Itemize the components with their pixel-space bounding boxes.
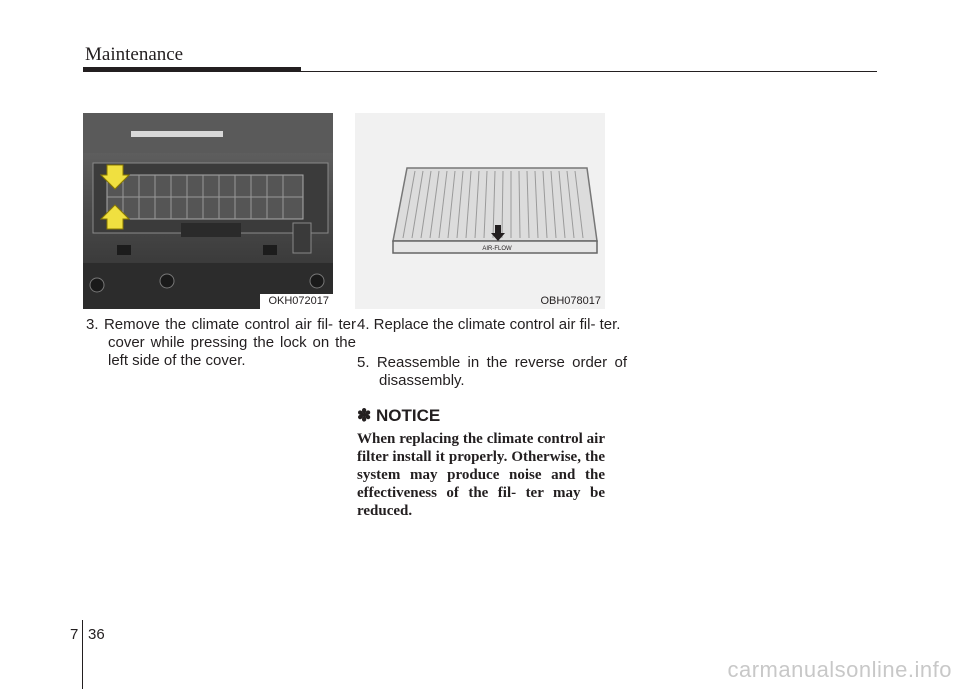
figure-air-filter [355,113,605,309]
page-number: 36 [88,626,105,643]
step-5-text: 5. Reassemble in the reverse order of disassembly. [357,354,627,389]
notice-title: NOTICE [375,406,441,425]
step-4-text: 4. Replace the climate control air fil- ter. [357,316,621,333]
footer-rule [82,620,83,689]
air-filter-illustration [355,113,605,309]
notice-heading [357,406,440,426]
section-title: Maintenance [85,44,184,65]
step-3-text: 3. Remove the climate control air fil- ter cover while pressing the lock on the left side of the cover. [86,316,356,369]
notice-symbol-icon: ✽ [357,406,372,425]
chapter-number: 7 [70,626,79,643]
header-rule [83,71,877,72]
notice-body: When replacing the climate control air filter install it properly. Otherwise, the system may produce noise and the effectiveness of the fil- ter may be reduced. [357,431,605,519]
figure-code: OKH072017 [260,294,333,309]
watermark: carmanualsonline.info [727,657,952,682]
filter-cover-illustration [83,113,333,309]
figure-code: OBH078017 [540,295,601,307]
filter-label: AIR-FLOW [482,246,512,252]
figure-filter-cover [83,113,333,309]
